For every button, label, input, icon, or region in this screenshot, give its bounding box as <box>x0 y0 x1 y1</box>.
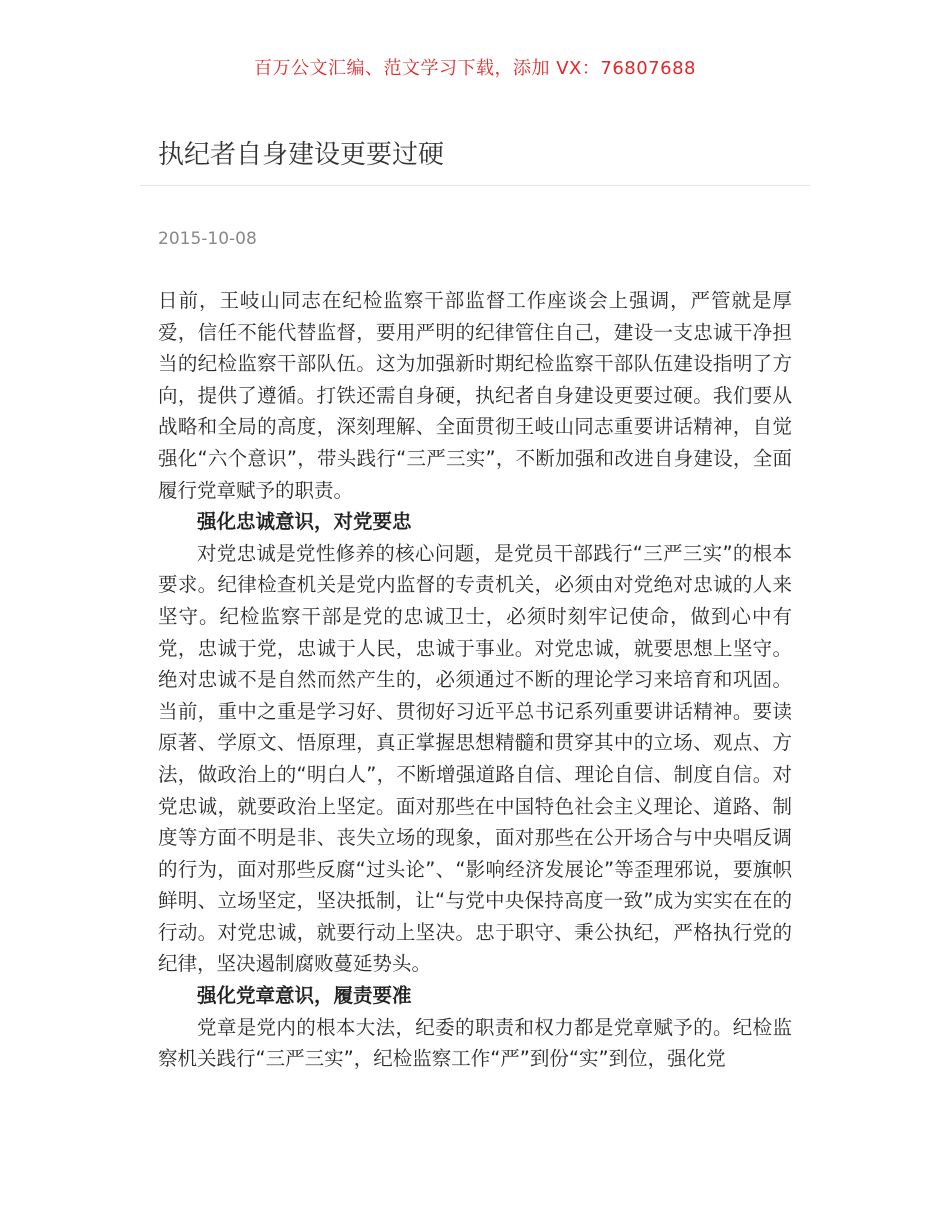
section-paragraph-party-constitution: 党章是党内的根本大法，纪委的职责和权力都是党章赋予的。纪检监察机关践行“三严三实”，纪检监察工作“严”到份“实”到位，强化党 <box>158 1015 792 1071</box>
watermark-banner: 百万公文汇编、范文学习下载，添加 VX：76807688 <box>254 58 696 79</box>
intro-paragraph: 日前，王岐山同志在纪检监察干部监督工作座谈会上强调，严管就是厚爱，信任不能代替监督，要用严明的纪律管住自己，建设一支忠诚干净担当的纪检监察干部队伍。这为加强新时期纪检监察干部队伍建设指明了方向，提供了遵循。打铁还需自身硬，执纪者自身建设更要过硬。我们要从战略和全局的高度，深刻理解、全面贯彻王岐山同志重要讲话精神，自觉强化“六个意识”，带头践行“三严三实”，不断加强和改进自身建设，全面履行党章赋予的职责。 <box>158 289 792 502</box>
article-body <box>158 285 792 1075</box>
section-paragraph-loyalty: 对党忠诚是党性修养的核心问题，是党员干部践行“三严三实”的根本要求。纪律检查机关是党内监督的专责机关，必须由对党绝对忠诚的人来坚守。纪检监察干部是党的忠诚卫士，必须时刻牢记使命，做到心中有党，忠诚于党，忠诚于人民，忠诚于事业。对党忠诚，就要思想上坚守。绝对忠诚不是自然而然产生的，必须通过不断的理论学习来培育和巩固。当前，重中之重是学习好、贯彻好习近平总书记系列重要讲话精神。要读原著、学原文、悟原理，真正掌握思想精髓和贯穿其中的立场、观点、方法，做政治上的“明白人”，不断增强道路自信、理论自信、制度自信。对党忠诚，就要政治上坚定。面对那些在中国特色社会主义理论、道路、制度等方面不明是非、丧失立场的现象，面对那些在公开场合与中央唱反调的行为，面对那些反腐“过头论”、“影响经济发展论”等歪理邪说，要旗帜鲜明、立场坚定，坚决抵制，让“与党中央保持高度一致”成为实实在在的行动。对党忠诚，就要行动上坚决。忠于职守、秉公执纪，严格执行党的纪律，坚决遏制腐败蔓延势头。 <box>158 541 792 976</box>
title-divider <box>140 185 810 186</box>
section-heading-loyalty: 强化忠诚意识，对党要忠 <box>197 510 412 534</box>
publish-date: 2015-10-08 <box>158 229 257 249</box>
section-heading-party-constitution: 强化党章意识，履责要准 <box>197 984 412 1008</box>
article-title: 执纪者自身建设更要过硬 <box>158 140 445 170</box>
